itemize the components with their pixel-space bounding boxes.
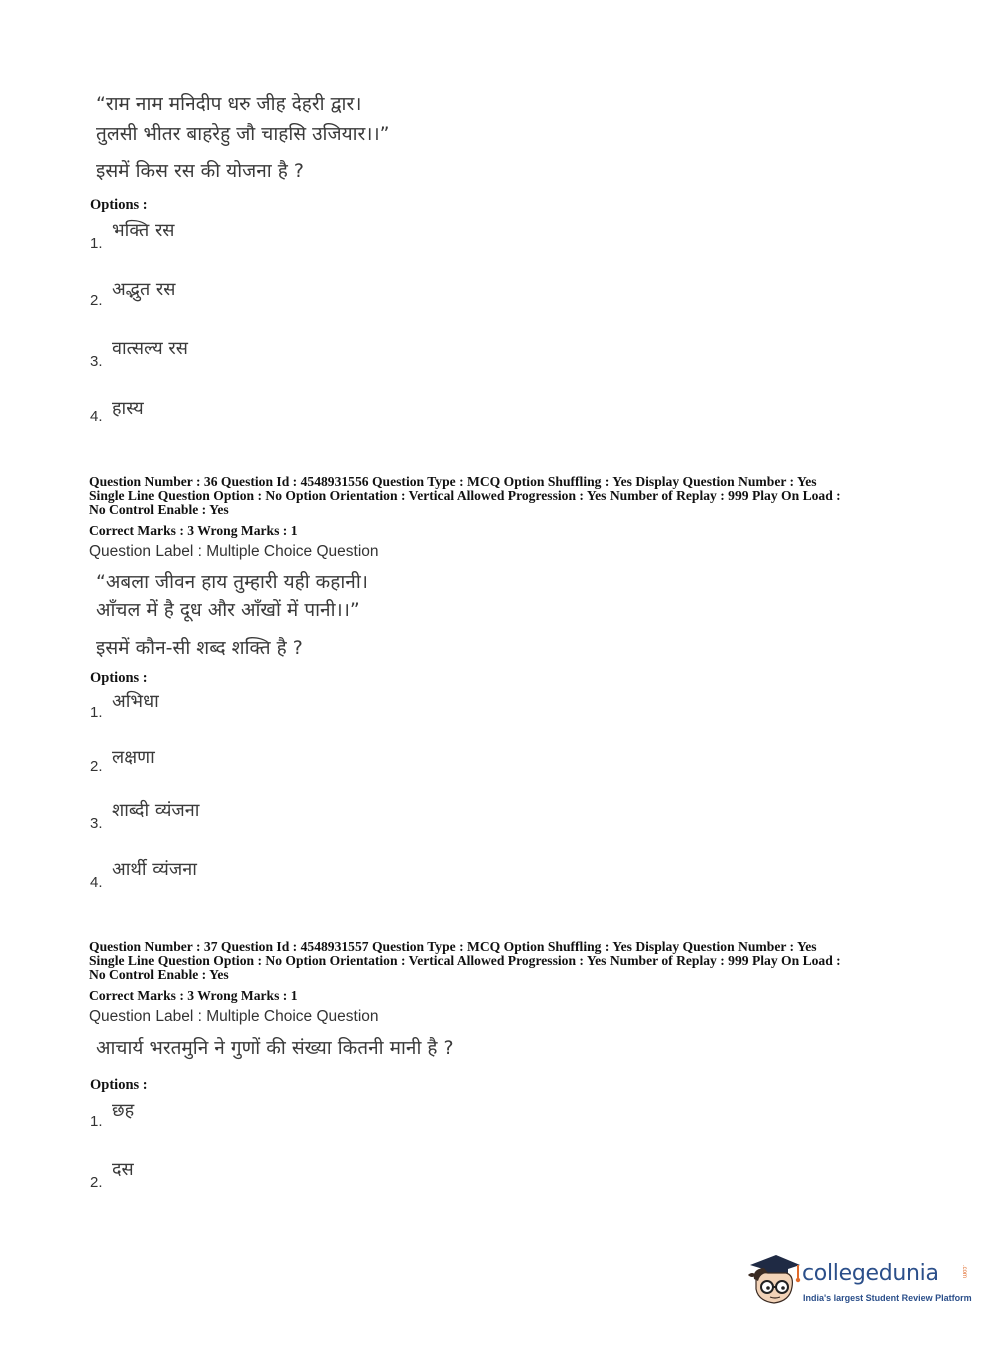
q35-options-label: Options : — [90, 197, 148, 213]
option-number: 4. — [90, 408, 103, 425]
logo-wordmark: collegedunia — [802, 1261, 939, 1286]
q36-stanza-line-2: आँचल में है दूध और आँखों में पानी।।” — [96, 599, 360, 621]
q37-marks: Correct Marks : 3 Wrong Marks : 1 — [89, 988, 298, 1003]
q37-question-label: Question Label : Multiple Choice Question — [89, 1008, 379, 1025]
option-text: छह — [112, 1100, 135, 1121]
option-number: 2. — [90, 292, 103, 309]
mascot-icon — [742, 1249, 802, 1309]
option-text: वात्सल्य रस — [112, 338, 188, 359]
option-text: आर्थी व्यंजना — [112, 859, 197, 880]
q37-meta-line-2: Single Line Question Option : No Option Orientation : Vertical Allowed Progression : Yes Number of Replay : 999 Play On Load : — [89, 953, 841, 968]
option-text: शाब्दी व्यंजना — [112, 800, 200, 821]
option-number: 1. — [90, 235, 103, 252]
q36-options-label: Options : — [90, 670, 148, 686]
option-text: भक्ति रस — [112, 220, 175, 241]
option-text: दस — [112, 1159, 134, 1180]
logo-tagline: India's largest Student Review Platform — [803, 1293, 972, 1303]
option-text: अद्भुत रस — [112, 279, 176, 300]
q36-marks: Correct Marks : 3 Wrong Marks : 1 — [89, 523, 298, 538]
q35-stanza-line-1: “राम नाम मनिदीप धरु जीह देहरी द्वार। — [96, 93, 362, 115]
option-number: 4. — [90, 874, 103, 891]
q36-meta-line-3: No Control Enable : Yes — [89, 502, 229, 517]
option-number: 1. — [90, 1113, 103, 1130]
collegedunia-logo[interactable] — [742, 1249, 972, 1319]
option-number: 2. — [90, 758, 103, 775]
logo-domain-suffix: .com — [961, 1265, 967, 1279]
q36-question-label: Question Label : Multiple Choice Question — [89, 543, 379, 560]
q36-meta-line-1: Question Number : 36 Question Id : 4548931556 Question Type : MCQ Option Shuffling : Yes Display Question Number : Yes — [89, 474, 817, 489]
option-text: लक्षणा — [112, 747, 155, 768]
q37-meta-line-3: No Control Enable : Yes — [89, 967, 229, 982]
q37-options-label: Options : — [90, 1077, 148, 1093]
option-number: 3. — [90, 815, 103, 832]
q36-question-text: इसमें कौन-सी शब्द शक्ति है ? — [96, 637, 303, 659]
option-text: हास्य — [112, 398, 144, 419]
q36-stanza-line-1: “अबला जीवन हाय तुम्हारी यही कहानी। — [96, 571, 368, 593]
option-text: अभिधा — [112, 691, 159, 712]
q36-meta-line-2: Single Line Question Option : No Option Orientation : Vertical Allowed Progression : Yes Number of Replay : 999 Play On Load : — [89, 488, 841, 503]
option-number: 1. — [90, 704, 103, 721]
option-number: 3. — [90, 353, 103, 370]
option-number: 2. — [90, 1174, 103, 1191]
q37-question-text: आचार्य भरतमुनि ने गुणों की संख्या कितनी मानी है ? — [96, 1037, 454, 1059]
q35-question-text: इसमें किस रस की योजना है ? — [96, 160, 304, 182]
q35-stanza-line-2: तुलसी भीतर बाहरेहु जौ चाहसि उजियार।।” — [96, 123, 390, 145]
q37-meta-line-1: Question Number : 37 Question Id : 4548931557 Question Type : MCQ Option Shuffling : Yes Display Question Number : Yes — [89, 939, 817, 954]
